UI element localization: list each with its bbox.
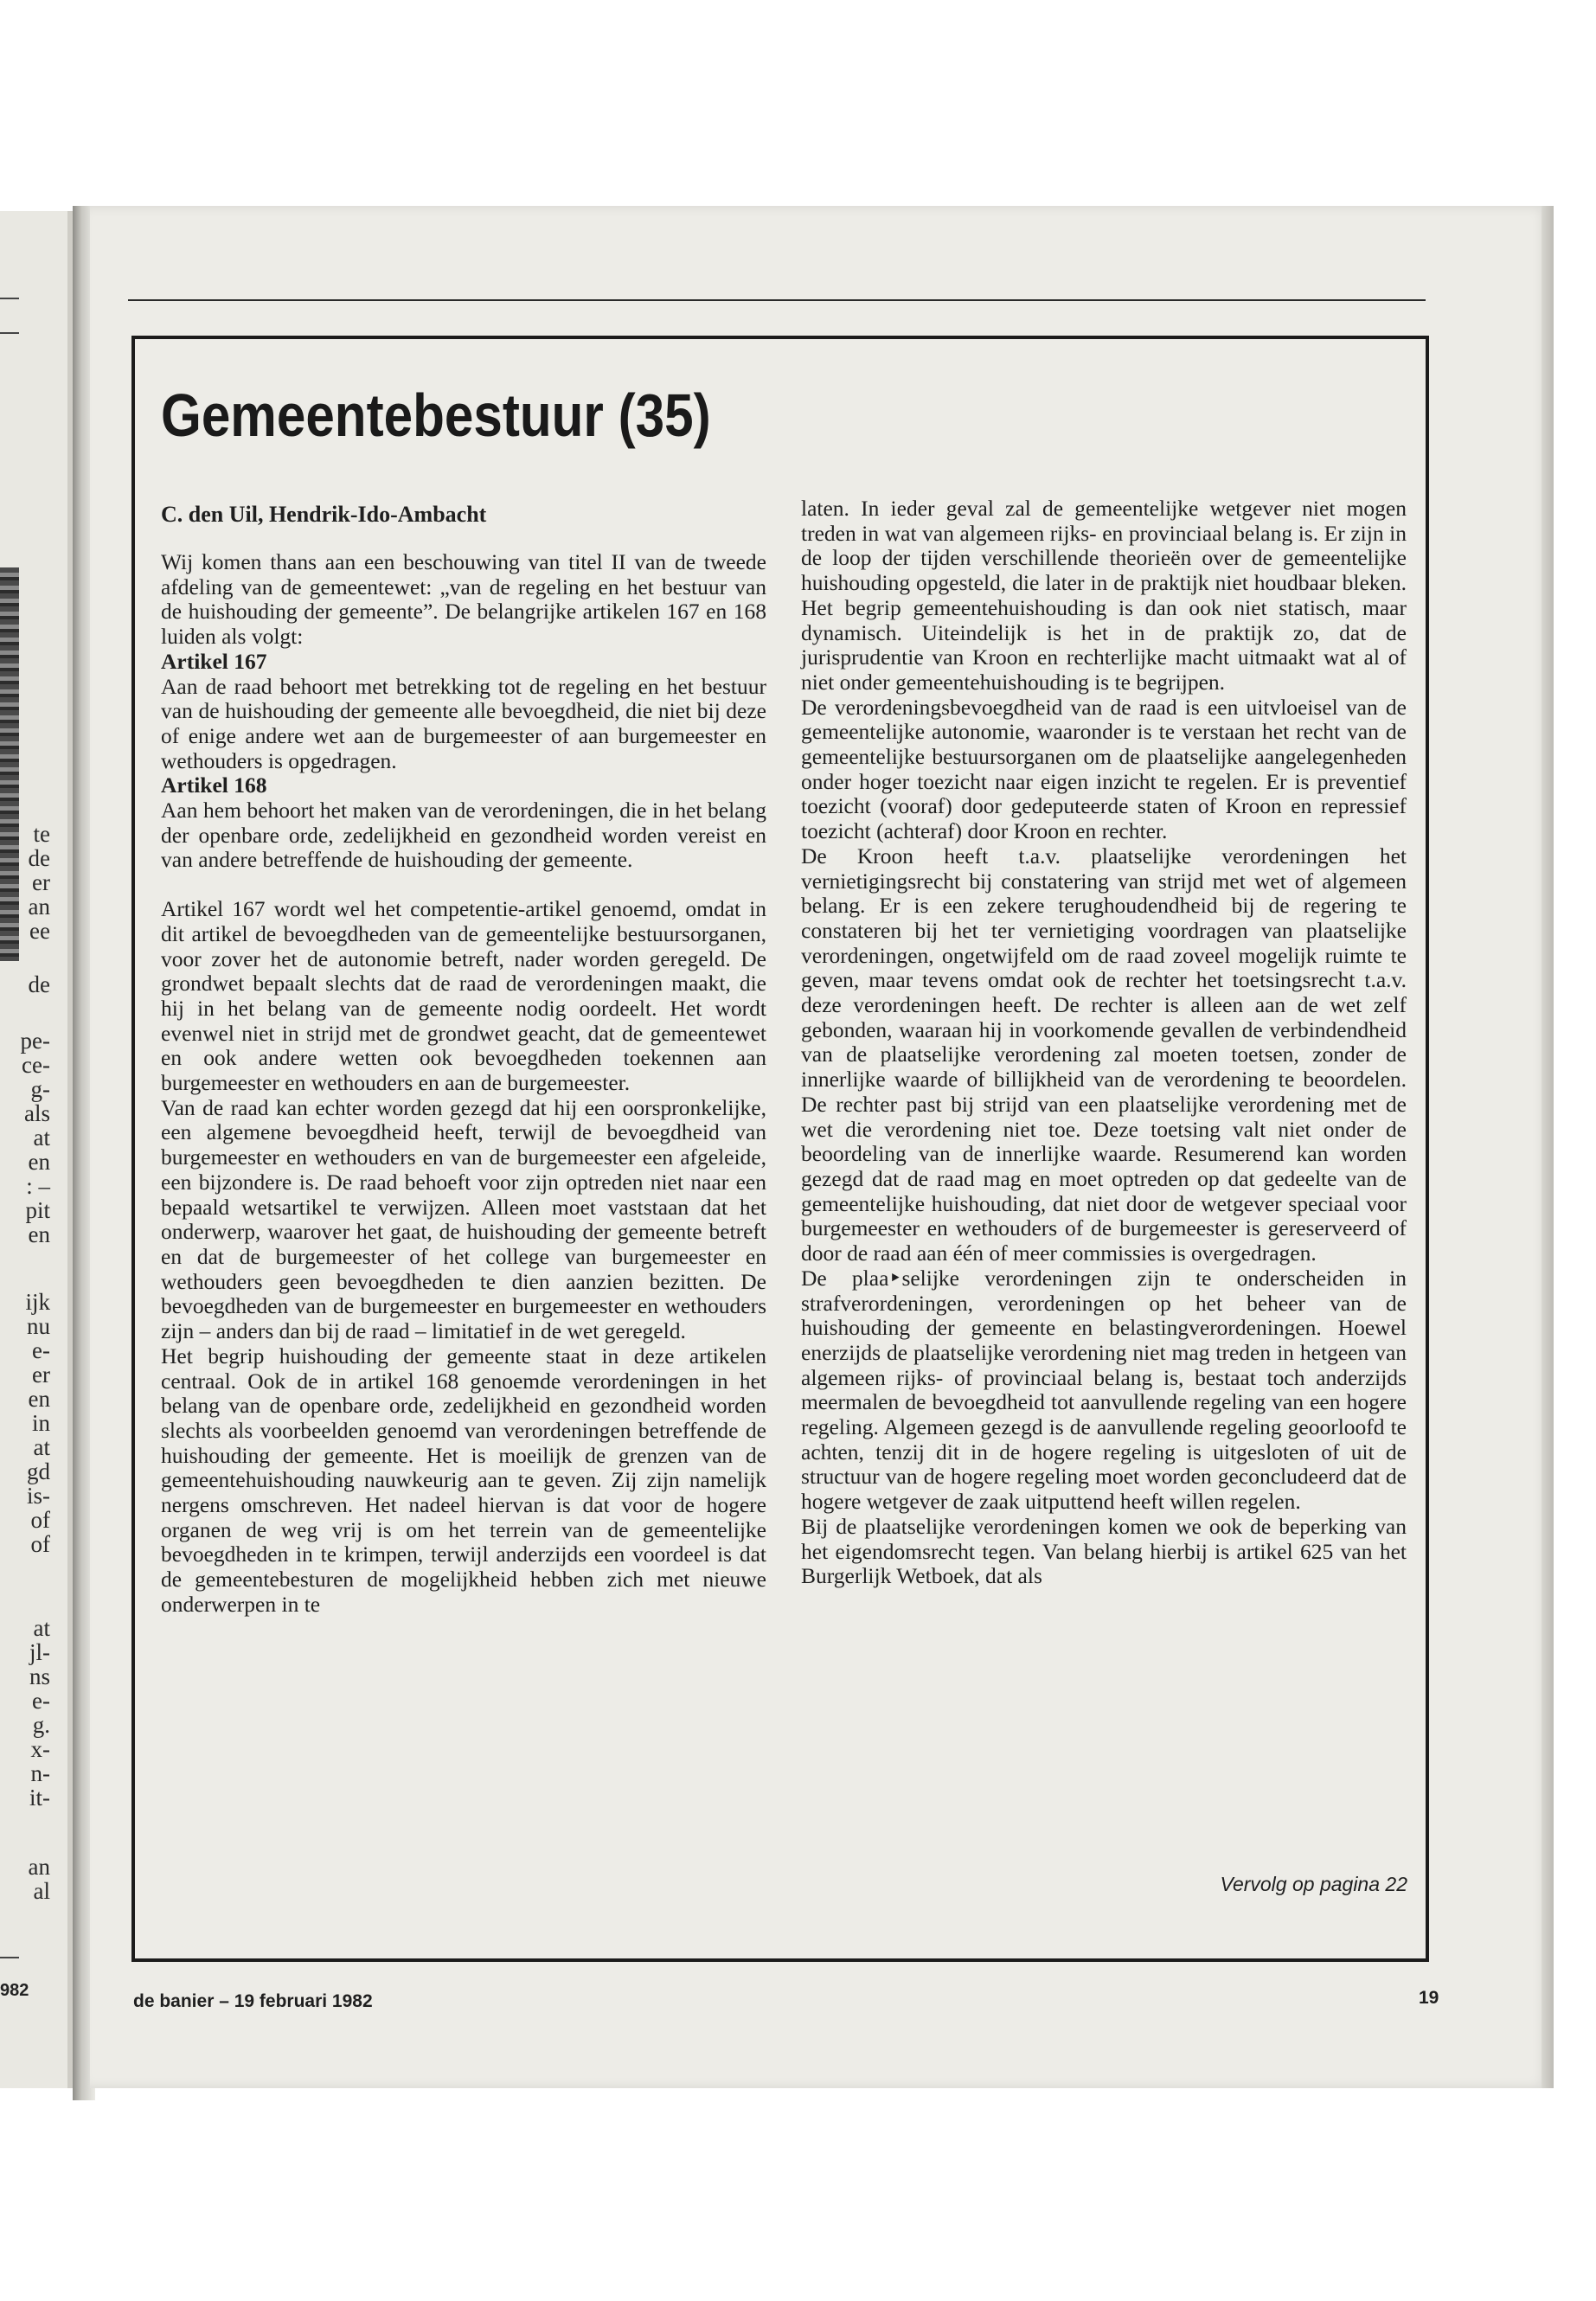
page-edge — [1542, 206, 1554, 2088]
paragraph: De verordeningsbevoegdheid van de raad is een uitvloeisel van de gemeentelijke autonomie, waaronder is te verstaan het recht van de gemeentelijke bestuursorganen om de plaatselijke aangelegenheden onder hoger toezicht naar eigen inzicht te regelen. Er is preventief toezicht (vooraf) door gedeputeerde staten of Kroon en repressief toezicht (achteraf) door Kroon en rechter. — [801, 694, 1407, 844]
previous-page-number: 982 — [0, 1981, 29, 2000]
previous-page-fragment: pe- ce- g- als at en : – pit en — [20, 1028, 50, 1247]
previous-page-fragment: ijk nu e- er en in at gd is- of of — [25, 1289, 50, 1557]
paragraph: De plaa‣selijke verordeningen zijn te onderscheiden in strafverordeningen, verordeningen op het beheer van de huishouding der gemeente en belastingverordeningen. Hoewel enerzijds de plaatselijke verordening niet mag treden in hetgeen van algemeen rijks- of provinciaal belang is, bestaat toch anderzijds meermalen de bevoegdheid tot aanvullende regeling van een hogere regeling. Algemeen gezegd is de aanvullende regeling geoorloofd te achten, tenzij dit in de hogere regeling is uitgesloten of uit de structuur van de hogere regeling moet worden geconcludeerd dat de hogere wetgever de zaak uitputtend heeft willen regelen. — [801, 1265, 1407, 1515]
paragraph: Aan de raad behoort met betrekking tot de regeling en het bestuur van de huishouding der gemeente alle bevoegdheid, die niet bij deze of enige andere wet aan de burgemeester of aan burgemeester en wethouders is opgedragen. — [161, 673, 766, 773]
paragraph: Bij de plaatselijke verordeningen komen we ook de beperking van het eigendomsrecht tegen. Van belang hierbij is artikel 625 van het Burgerlijk Wetboek, dat als — [801, 1513, 1407, 1589]
previous-page-fragment: an al — [28, 1854, 50, 1904]
left-column — [161, 550, 766, 1618]
previous-page-rule — [0, 298, 19, 299]
previous-page-fragment: at jl- ns e- g. x- n- it- — [29, 1615, 50, 1811]
previous-page-edge — [0, 211, 73, 2088]
right-column — [801, 497, 1407, 1589]
paragraph-gap — [161, 873, 766, 897]
previous-page-footer-rule — [0, 1957, 19, 1958]
paragraph: De Kroon heeft t.a.v. plaatselijke verordeningen het vernietigingsrecht bij constatering van strijd met wet of algemeen belang. Er is een zekere terughoudendheid bij de regering te constateren bij het ter vernietiging voordragen van plaatselijke verordeningen, ongetwijfeld om de raad zoveel mogelijk ruimte te geven, maar tevens omdat ook de rechter het toetsingsrecht t.a.v. deze verordeningen heeft. De rechter is alleen aan de wet zelf gebonden, waaraan hij in voorkomende gevallen de verbindendheid van de plaatselijke verordening zal moeten toetsen, zonder de innerlijke waarde of billijkheid van de verordening te beoordelen. De rechter past bij strijd van een plaatselijke verordening met de wet die verordening niet toe. Deze toetsing valt niet onder de beoordeling van de innerlijke waarde. Resumerend kan worden gezegd dat de raad mag en moet optreden op dat gedeelte van de gemeentelijke huishouding, dat niet door de wetgever speciaal voor burgemeester en wethouders of de burgemeester is gereserveerd of door de raad aan één of meer commissies is overgedragen. — [801, 843, 1407, 1266]
previous-page-fragment: te de er an ee — [28, 821, 50, 944]
paragraph: Wij komen thans aan een beschouwing van titel II van de tweede afdeling van de gemeentewet: „van de regeling en het bestuur van de huishouding der gemeente”. De belangrijke artikelen 167 en 168 luiden als volgt: — [161, 549, 766, 650]
paragraph: Van de raad kan echter worden gezegd dat hij een oorspronkelijke, een algemene bevoegdheid heeft, terwijl de bevoegdheid van burgemeester en wethouders en van de burgemeester een afgeleide, een bijzondere is. De raad behoeft voor zijn optreden niet naar een bepaald wetsartikel te verwijzen. Alleen moet vaststaan dat het onderwerp, waarover het gaat, de huishouding der gemeente betreft en dat de burgemeester of het college van burgemeester en wethouders geen bevoegdheden te dien aanzien bezitten. De bevoegdheden van de burgemeester en burgemeester en wethouders zijn – anders dan bij de raad – limitatief in de wet geregeld. — [161, 1094, 766, 1344]
publication-footer: de banier – 19 februari 1982 — [133, 1991, 373, 2011]
continued-on-page-note: Vervolg op pagina 22 — [1220, 1873, 1407, 1895]
page-number: 19 — [1419, 1988, 1439, 2008]
paragraph: Het begrip huishouding der gemeente staat in deze artikelen centraal. Ook de in artikel 168 genoemde verordeningen in het belang van de openbare orde, zedelijkheid en gezondheid worden slechts als voorbeelden genoemd van verordeningen betreffende de huishouding der gemeente. Het is moeilijk de grenzen van de gemeentehuishouding nauwkeurig aan te geven. Zij zijn namelijk nergens omschreven. Het nadeel hiervan is dat voor de hogere organen de weg vrij is om het terrein van de gemeentelijke bevoegdheden in te krimpen, terwijl anderzijds een voordeel is dat de gemeentebesturen de mogelijkheid hebben zich met nieuwe onderwerpen in te — [161, 1343, 766, 1617]
paragraph: Artikel 167 wordt wel het competentie-artikel genoemd, omdat in dit artikel de bevoegdheden van de gemeentelijke bestuursorganen, voor zover het de autonomie betreft, nader worden geregeld. De grondwet bepaalt slechts dat de raad de verordeningen maakt, die hij in het belang van de gemeente nodig oordeelt. Het wordt evenwel niet in strijd met de grondwet geacht, dat de gemeentewet en ook andere wetten ook bevoegdheden toekennen aan burgemeester en wethouders en aan de burgemeester. — [161, 896, 766, 1096]
subheading-artikel-167: Artikel 167 — [161, 648, 267, 674]
article-author: C. den Uil, Hendrik-Ido-Ambacht — [161, 502, 487, 527]
previous-page-fragment: de — [28, 971, 50, 997]
previous-page-rule — [0, 332, 19, 334]
previous-page-photo — [0, 567, 19, 961]
article-title: Gemeentebestuur (35) — [161, 381, 711, 449]
paragraph: laten. In ieder geval zal de gemeentelijke wetgever niet mogen treden in wat van algemeen rijks- en provinciaal belang is. Er zijn in de loop der tijden verschillende theorieën over de gemeentelijke huishouding opgesteld, die later in de praktijk niet houdbaar bleken. Het begrip gemeentehuishouding is dan ook niet statisch, maar dynamisch. Uiteindelijk is het in de praktijk zo, dat de jurisprudentie van Kroon en rechterlijke macht uitmaakt wat al of niet onder gemeentehuishouding is te begrijpen. — [801, 496, 1407, 695]
subheading-artikel-168: Artikel 168 — [161, 772, 267, 798]
paragraph: Aan hem behoort het maken van de verordeningen, die in het belang der openbare orde, zedelijkheid en gezondheid worden vereist en van andere betreffende de huishouding der gemeente. — [161, 798, 766, 873]
header-rule — [128, 299, 1426, 301]
